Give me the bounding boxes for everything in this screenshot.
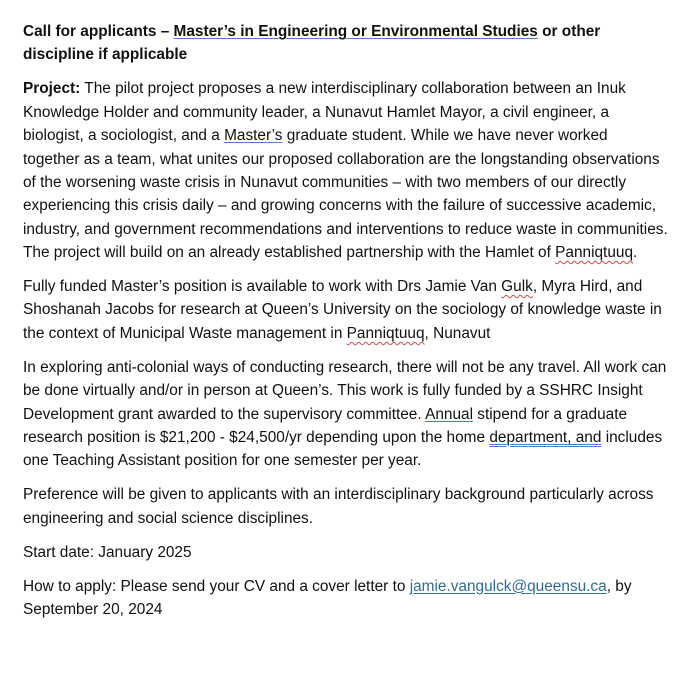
position-text-3: , Nunavut — [424, 324, 491, 342]
funding-text-2: stipend for a graduate research position is $21,200 - $24,500/yr depending upon the home — [23, 405, 628, 446]
call-for-applicants-heading — [23, 20, 668, 67]
funding-paragraph — [23, 356, 668, 473]
start-date-paragraph: Start date: January 2025 — [23, 543, 192, 561]
how-to-apply-paragraph — [23, 575, 668, 622]
heading-program: Master’s in Engineering or Environmental Studies — [173, 23, 538, 40]
position-surname: Gulk — [501, 278, 533, 296]
project-text-3: . — [633, 244, 638, 262]
funding-department-phrase: department, and — [489, 429, 602, 446]
apply-text-1: How to apply: Please send your CV and a cover letter to — [23, 577, 410, 595]
project-masters-word: Master’s — [224, 127, 283, 145]
position-text-2: , Myra Hird, and Shoshanah Jacobs for research at Queen’s University on the sociology of knowledge waste in the context of Municipal Waste management in — [23, 278, 662, 342]
project-label: Project: — [23, 80, 81, 98]
project-text-2: graduate student. While we have never worked together as a team, what unites our proposed collaboration are the longstanding observations of the worsening waste crisis in Nunavut communities – with two members of our directly experiencing this crisis daily – and growing concerns with the failure of successive academic, industry, and government recommendations and interventions to reduce waste in communities. The project will build on an already established partnership with the Hamlet of — [23, 127, 668, 262]
funding-annual-word: Annual — [425, 405, 474, 423]
email-link[interactable]: jamie.vangulck@queensu.ca — [409, 577, 607, 595]
project-paragraph — [23, 77, 668, 264]
preference-paragraph: Preference will be given to applicants with an interdisciplinary background particularly across engineering and social science disciplines. — [23, 486, 654, 527]
position-text-1: Fully funded Master’s position is available to work with Drs Jamie Van — [23, 278, 502, 296]
project-text-1: The pilot project proposes a new interdisciplinary collaboration between an Inuk Knowledge Holder and community leader, a Nunavut Hamlet Mayor, a civil engineer, a biologist, a sociologist, and a — [23, 80, 626, 145]
funding-text-3: includes one Teaching Assistant position for one semester per year. — [23, 429, 663, 470]
apply-text-2: , by September 20, 2024 — [23, 577, 632, 618]
project-place-name: Panniqtuuq — [555, 244, 634, 262]
position-paragraph — [23, 275, 668, 345]
document-body — [23, 20, 668, 632]
funding-text-1: In exploring anti-colonial ways of conducting research, there will not be any travel. All work can be done virtually and/or in person at Queen’s. This work is fully funded by a SSHRC Insight Development grant awarded to the supervisory committee. — [23, 358, 667, 423]
position-place-name: Panniqtuuq — [346, 324, 425, 342]
heading-suffix: or other discipline if applicable — [23, 23, 601, 64]
heading-prefix: Call for applicants – — [23, 23, 174, 40]
